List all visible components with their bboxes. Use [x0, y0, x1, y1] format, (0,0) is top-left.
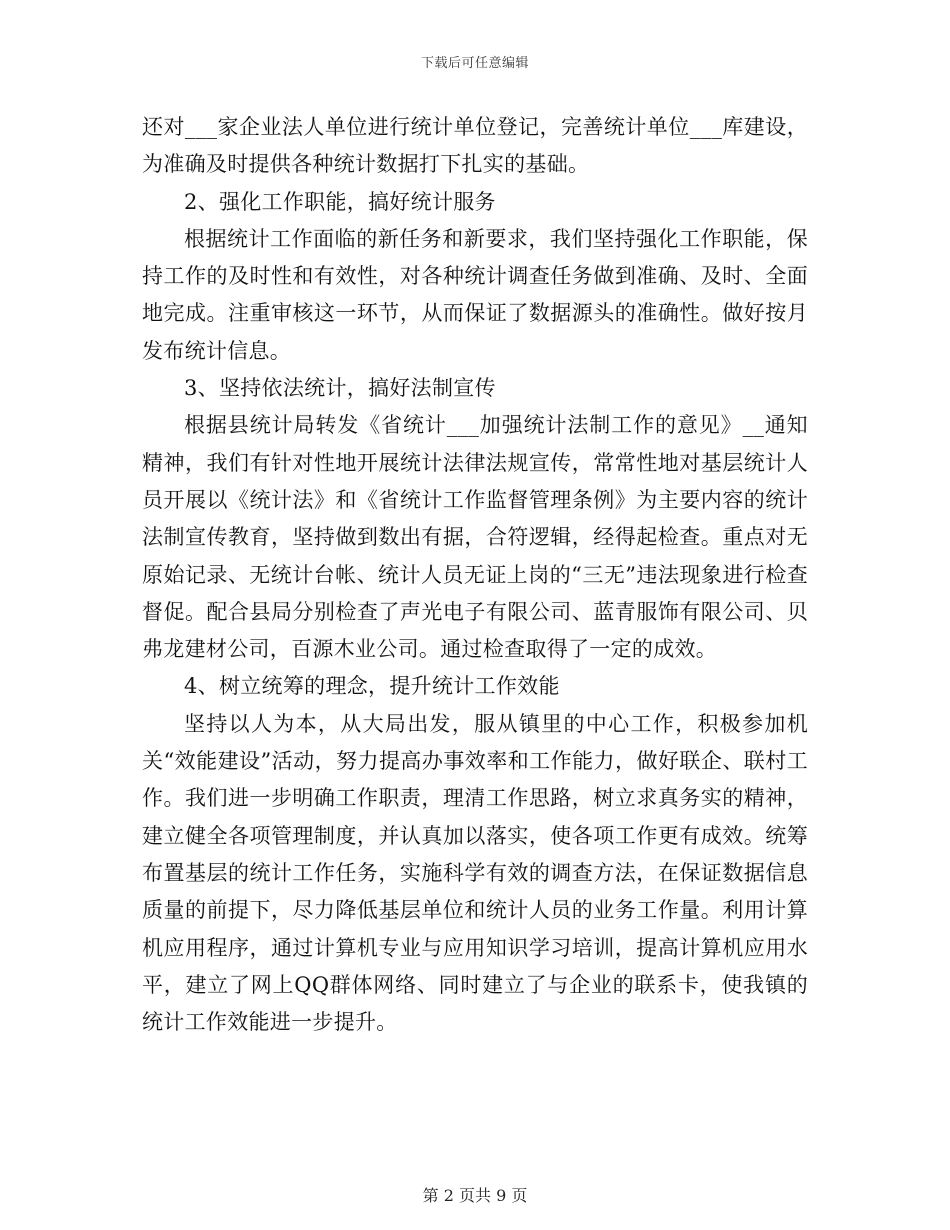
paragraph-continuation: 还对___家企业法人单位进行统计单位登记，完善统计单位___库建设，为准确及时提供各种统计数据打下扎实的基础。 — [142, 115, 808, 177]
section-heading-4: 4、树立统筹的理念，提升统计工作效能 — [184, 674, 560, 699]
paragraph-section-3: 根据县统计局转发《省统计___加强统计法制工作的意见》__通知精神，我们有针对性地开展统计法律法规宣传，常常性地对基层统计人员开展以《统计法》和《省统计工作监督管理条例》为主要内容的统计法制宣传教育，坚持做到数出有据，合符逻辑，经得起检查。重点对无原始记录、无统计台帐、统计人员无证上岗的“三无”违法现象进行检查督促。配合县局分别检查了声光电子有限公司、蓝青服饰有限公司、贝弗龙建材公司，百源木业公司。通过检查取得了一定的成效。 — [142, 413, 808, 662]
paragraph-section-2: 根据统计工作面临的新任务和新要求，我们坚持强化工作职能，保持工作的及时性和有效性，对各种统计调查任务做到准确、及时、全面地完成。注重审核这一环节，从而保证了数据源头的准确性。做好按月发布统计信息。 — [142, 226, 808, 363]
page-header: 下载后可任意编辑 — [420, 56, 529, 71]
section-heading-3: 3、坚持依法统计，搞好法制宣传 — [184, 376, 496, 401]
section-heading-2: 2、强化工作职能，搞好统计服务 — [184, 189, 496, 214]
page-footer: 第 2 页共 9 页 — [422, 1186, 528, 1205]
document-body — [142, 109, 808, 1041]
paragraph-section-4: 坚持以人为本，从大局出发，服从镇里的中心工作，积极参加机关“效能建设”活动，努力提高办事效率和工作能力，做好联企、联村工作。我们进一步明确工作职责，理清工作思路，树立求真务实的精神，建立健全各项管理制度，并认真加以落实，使各项工作更有成效。统筹布置基层的统计工作任务，实施科学有效的调查方法，在保证数据信息质量的前提下，尽力降低基层单位和统计人员的业务工作量。利用计算机应用程序，通过计算机专业与应用知识学习培训，提高计算机应用水平，建立了网上QQ群体网络、同时建立了与企业的联系卡，使我镇的统计工作效能进一步提升。 — [142, 711, 808, 1035]
